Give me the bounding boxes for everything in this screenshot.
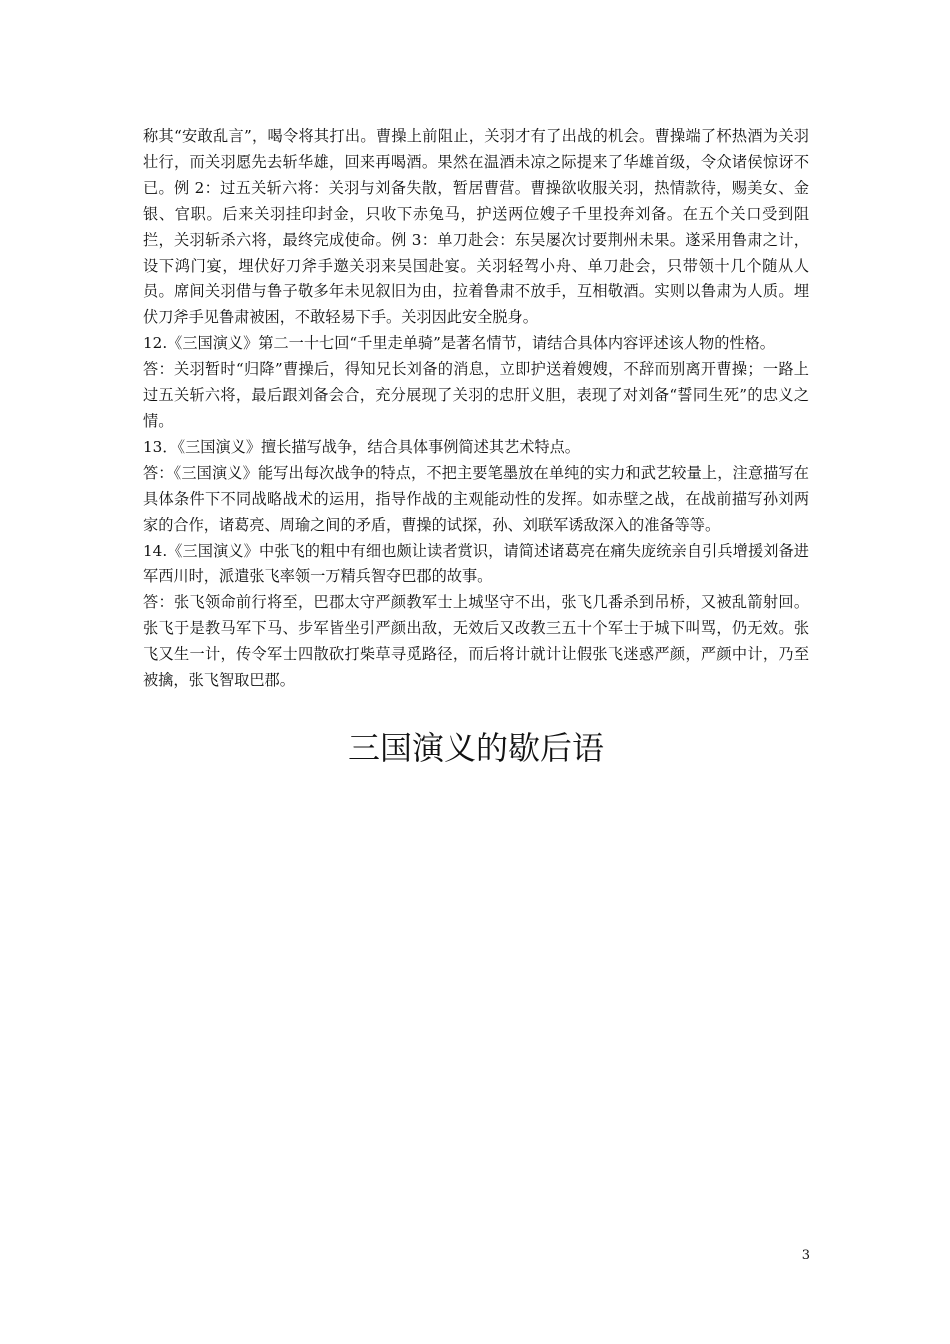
section-heading: 三国演义的歇后语 (347, 729, 604, 767)
answer-14: 答：张飞领命前行将至，巴郡太守严颜教军士上城坚守不出，张飞几番杀到吊桥，又被乱箭射回。张飞于是教马军下马、步军皆坐引严颜出敌，无效后又改教三五十个军士于城下叫骂，仍无效。张飞又生一计，传令军士四散砍打柴草寻觅路径，而后将计就计让假张飞迷惑严颜，严颜中计，乃至被擒，张飞智取巴郡。 (143, 593, 809, 690)
answer-13: 答：《三国演义》能写出每次战争的特点，不把主要笔墨放在单纯的实力和武艺较量上，注意描写在具体条件下不同战略战术的运用，指导作战的主观能动性的发挥。如赤壁之战，在战前描写孙刘两家的合作，诸葛亮、周瑜之间的矛盾，曹操的试探，孙、刘联军诱敌深入的准备等等。 (143, 463, 809, 534)
body-text (143, 124, 809, 694)
answer-12: 答：关羽暂时“归降”曹操后，得知兄长刘备的消息，立即护送着嫂嫂，不辞而别离开曹操；一路上过五关斩六将，最后跟刘备会合，充分展现了关羽的忠肝义胆，表现了对刘备“誓同生死”的忠义之情。 (143, 360, 809, 430)
question-14: 14.《三国演义》中张飞的粗中有细也颇让读者赏识，请简述诸葛亮在痛失庞统亲自引兵增援刘备进军西川时，派遣张飞率领一万精兵智夺巴郡的故事。 (143, 541, 809, 586)
question-12: 12.《三国演义》第二一十七回“千里走单骑”是著名情节，请结合具体内容评述该人物的性格。 (143, 334, 775, 353)
paragraph-guanyu-examples: 称其“安敢乱言”，喝令将其打出。曹操上前阻止，关羽才有了出战的机会。曹操端了杯热酒为关羽壮行，而关羽愿先去斩华雄，回来再喝酒。果然在温酒未凉之际提来了华雄首级，令众诸侯惊讶不已。例 2：过五关斩六将：关羽与刘备失散，暂居曹营。曹操欲收服关羽，热情款待，赐美女、金银、官职。后来关羽挂印封金，只收下赤兔马，护送两位嫂子千里投奔刘备。在五个关口受到阻拦，关羽斩杀六将，最终完成使命。例 3：单刀赴会：东吴屡次讨要荆州未果。遂采用鲁肃之计，设下鸿门宴，埋伏好刀斧手邀关羽来吴国赴宴。关羽轻驾小舟、单刀赴会，只带领十几个随从人员。席间关羽借与鲁子敬多年未见叙旧为由，拉着鲁肃不放手，互相敬酒。实则以鲁肃为人质。埋伏刀斧手见鲁肃被困，不敢轻易下手。关羽因此安全脱身。 (143, 127, 809, 327)
page-number: 3 (801, 1248, 810, 1263)
question-13: 13．《三国演义》擅长描写战争，结合具体事例简述其艺术特点。 (143, 437, 580, 456)
